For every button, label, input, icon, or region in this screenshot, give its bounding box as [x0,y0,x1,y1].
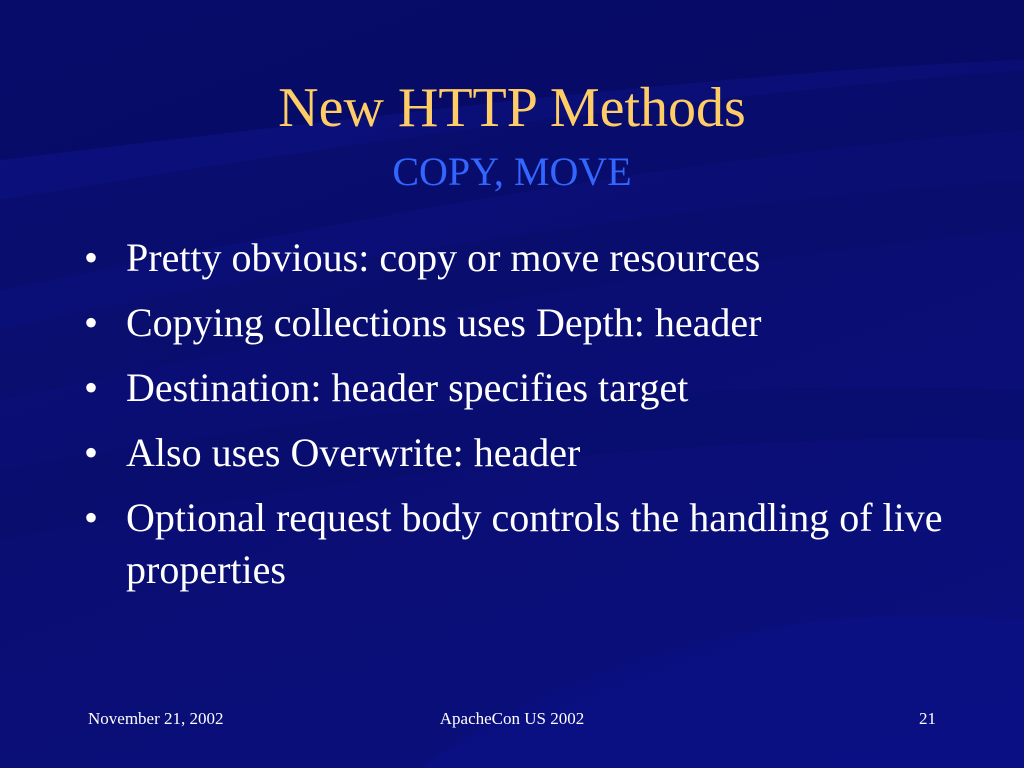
bullet-text: Also uses Overwrite: header [126,430,581,475]
slide-title: New HTTP Methods [278,77,746,139]
bullet-item [84,232,964,284]
bullet-icon: • [84,300,99,345]
bullet-item [84,297,964,349]
bullet-text: Pretty obvious: copy or move resources [126,235,761,280]
slide-subtitle: COPY, MOVE [392,149,632,194]
bullet-icon: • [84,365,99,410]
bullet-item [84,492,964,596]
bullet-text: Optional request body controls the handling of live properties [126,495,943,592]
bullet-list [84,232,964,609]
footer-event: ApacheCon US 2002 [439,709,585,728]
bullet-text: Copying collections uses Depth: header [126,300,762,345]
bullet-icon: • [84,495,99,540]
footer-page-number: 21 [919,709,936,728]
bullet-text: Destination: header specifies target [126,365,689,410]
bullet-item [84,427,964,479]
bullet-item [84,362,964,414]
bullet-icon: • [84,430,99,475]
bullet-icon: • [84,235,99,280]
footer-date: November 21, 2002 [88,709,224,728]
